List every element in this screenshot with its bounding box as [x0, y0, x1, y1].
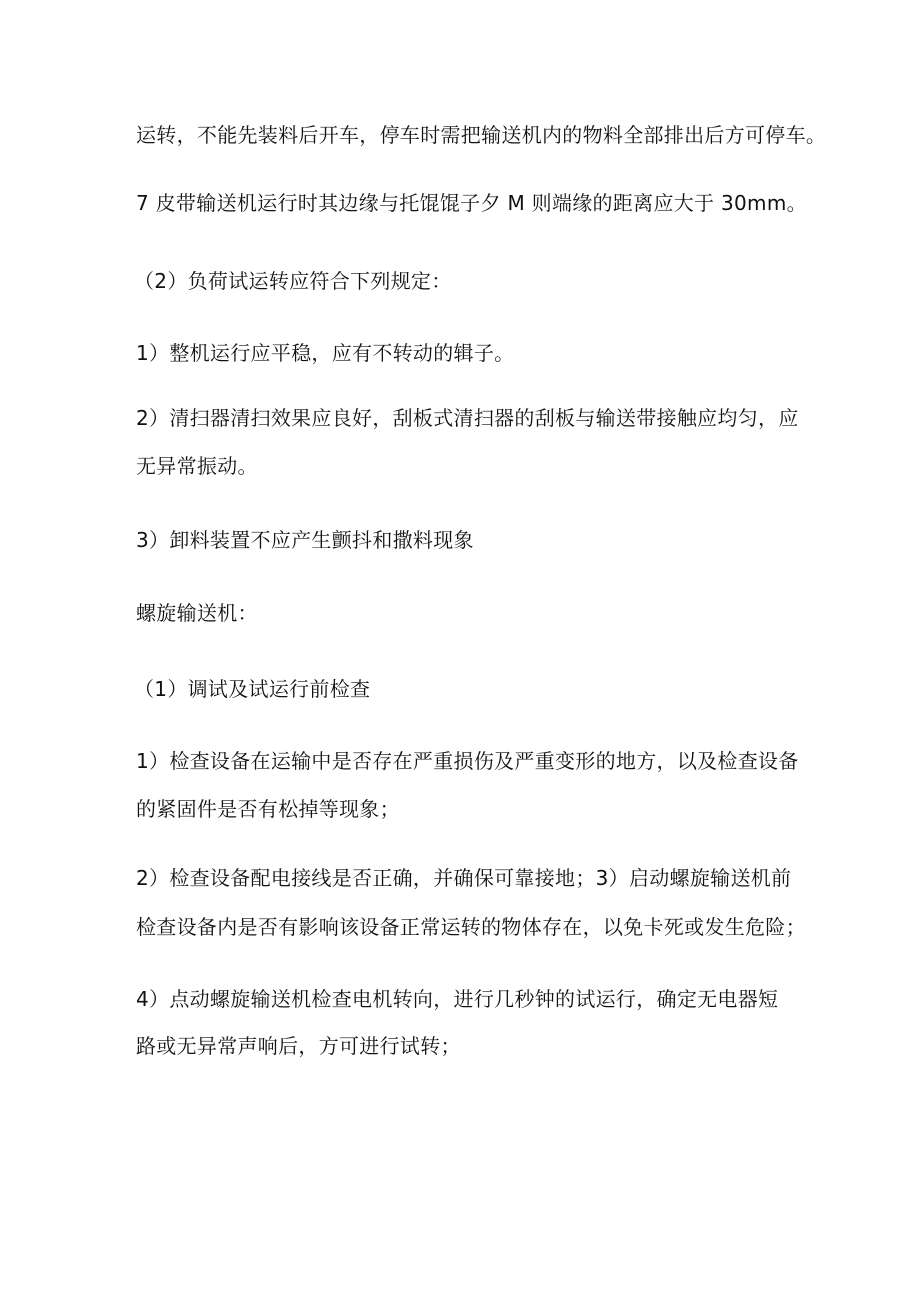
- text-line-5: 2）清扫器清扫效果应良好，刮板式清扫器的刮板与输送带接触应均匀，应: [136, 406, 799, 430]
- text-line-12: 2）检查设备配电接线是否正确，并确保可靠接地；3）启动螺旋输送机前: [136, 866, 792, 890]
- text-line-4: 1）整机运行应平稳，应有不转动的辑子。: [136, 341, 515, 365]
- text-line-6: 无异常振动。: [136, 454, 258, 478]
- text-line-8: 螺旋输送机：: [136, 601, 258, 625]
- text-line-10: 1）检查设备在运输中是否存在严重损伤及严重变形的地方，以及检查设备: [136, 749, 799, 773]
- text-line-7: 3）卸料装置不应产生颤抖和撒料现象: [136, 528, 474, 552]
- text-line-15: 路或无异常声响后，方可进行试转；: [136, 1034, 461, 1058]
- text-line-3: （2）负荷试运转应符合下列规定：: [134, 269, 452, 293]
- text-line-13: 检查设备内是否有影响该设备正常运转的物体存在，以免卡死或发生危险；: [136, 915, 806, 939]
- text-line-14: 4）点动螺旋输送机检查电机转向，进行几秒钟的试运行，确定无电器短: [136, 987, 779, 1011]
- text-line-1: 运转，不能先装料后开车，停车时需把输送机内的物料全部排出后方可停车。: [136, 123, 827, 147]
- text-line-2: 7 皮带输送机运行时其边缘与托馄馄子夕 M 则端缘的距离应大于 30mm。: [136, 191, 807, 215]
- text-line-11: 的紧固件是否有松掉等现象；: [136, 797, 400, 821]
- text-line-9: （1）调试及试运行前检查: [134, 677, 371, 701]
